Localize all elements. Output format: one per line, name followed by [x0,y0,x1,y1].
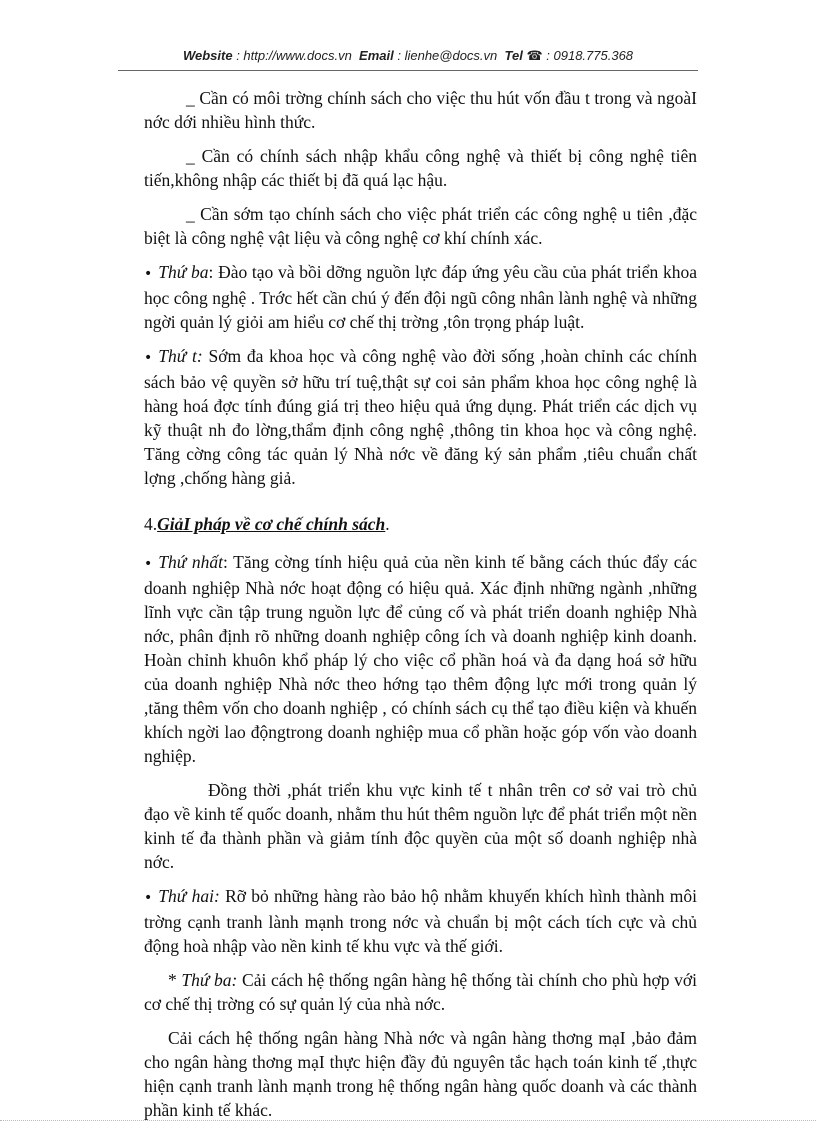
bullet-icon: • [144,266,153,282]
item-label: Thứ ba: [181,970,238,990]
paragraph: Cải cách hệ thống ngân hàng Nhà nớc và ngân hàng thơng mạI ,bảo đảm cho ngân hàng thơng mạI thực hiện đầy đủ nguyên tắc hạch toán kinh tế ,thực hiện cạnh tranh lành mạnh trong hệ thống ngân hàng quốc doanh và các thành phần kinh tế khác. [144,1028,697,1120]
item-text: Rỡ bỏ những hàng rào bảo hộ nhằm khuyến khích hình thành môi trờng cạnh tranh lành mạnh trong nớc và chuẩn bị một cách tích cực và chủ động hoà nhập vào nền kinh tế khu vực và thế giới. [144,886,697,956]
tel-label: Tel [504,48,523,63]
bullet-paragraph [144,550,697,768]
bullet-paragraph [144,884,697,958]
bullet-icon: • [144,350,153,366]
item-label: Thứ t: [158,346,203,366]
item-text: Sớm đa khoa học và công nghệ vào đời sống ,hoàn chỉnh các chính sách bảo vệ quyền sở hữu trí tuệ,thật sự coi sản phẩm khoa học công nghệ là hàng hoá đợc tính đúng giá trị theo hiệu quả ứng dụng. Phát triển các dịch vụ kỹ thuật nh đo lờng,thẩm định công nghệ ,thông tin khoa học và công nghệ. Tăng cờng công tác quản lý Nhà nớc về đăng ký sản phẩm ,tiêu chuẩn chất lợng ,chống hàng giả. [144,346,697,488]
page-header [0,48,816,64]
header-divider [118,70,698,71]
bullet-paragraph [144,344,697,490]
star-paragraph [144,968,697,1016]
paragraph: _ Cần sớm tạo chính sách cho việc phát triển các công nghệ u tiên ,đặc biệt là công nghệ vật liệu và công nghệ cơ khí chính xác. [144,204,697,248]
footer-divider [0,1120,816,1121]
section-heading [144,512,697,536]
paragraph: _ Cần có chính sách nhập khẩu công nghệ và thiết bị công nghệ tiên tiến,không nhập các thiết bị đã quá lạc hậu. [144,146,697,190]
bullet-icon: • [144,890,153,906]
item-label: Thứ ba [158,262,209,282]
heading-text: GiảI pháp về cơ chế chính sách [157,514,386,534]
email-value: : lienhe@docs.vn [397,48,498,63]
phone-icon: ☎ [526,48,543,63]
email-label: Email [359,48,394,63]
heading-number: 4. [144,514,158,534]
item-text: : Tăng cờng tính hiệu quả của nền kinh tế bằng cách thúc đẩy các doanh nghiệp Nhà nớc hoạt động có hiệu quả. Xác định những ngành ,những lĩnh vực cần tập trung nguồn lực để củng cố và phát triển doanh nghiệp Nhà nớc, phân định rõ những doanh nghiệp công ích và doanh nghiệp kinh doanh. Hoàn chỉnh khuôn khổ pháp lý cho việc cổ phần hoá và đa dạng hoá sở hữu của doanh nghiệp Nhà nớc theo hớng tạo thêm động lực mới trong quản lý ,tăng thêm vốn cho doanh nghiệp , có chính sách cụ thể tạo điều kiện và khuến khích ngời lao độngtrong doanh nghiệp mua cổ phần hoặc góp vốn vào doanh nghiệp. [144,552,697,766]
heading-suffix: . [385,514,390,534]
item-text: : Đào tạo và bồi dỡng nguồn lực đáp ứng yêu cầu của phát triển khoa học công nghệ . Trớc hết cần chú ý đến đội ngũ công nhân lành nghệ và những ngời quản lý giỏi am hiểu cơ chế thị trờng ,tôn trọng pháp luật. [144,262,697,332]
bullet-paragraph [144,260,697,334]
paragraph: Đồng thời ,phát triển khu vực kinh tế t nhân trên cơ sở vai trò chủ đạo về kinh tế quốc doanh, nhằm thu hút thêm nguồn lực để phát triển một nền kinh tế đa thành phần và giảm tính độc quyền của một số doanh nghiệp nhà nớc. [144,780,697,872]
star-prefix: * [168,970,182,990]
tel-value: : 0918.775.368 [546,48,634,63]
item-label: Thứ nhất [158,552,223,572]
website-label: Website [182,48,233,63]
paragraph: _ Cần có môi trờng chính sách cho việc thu hút vốn đầu t trong và ngoàI nớc dới nhiều hình thức. [144,88,697,132]
bullet-icon: • [144,556,153,572]
website-value: : http://www.docs.vn [236,48,352,63]
item-label: Thứ hai: [158,886,220,906]
document-body [144,86,697,1132]
item-text: Cải cách hệ thống ngân hàng hệ thống tài chính cho phù hợp với cơ chế thị trờng có sự quản lý của nhà nớc. [144,970,698,1014]
